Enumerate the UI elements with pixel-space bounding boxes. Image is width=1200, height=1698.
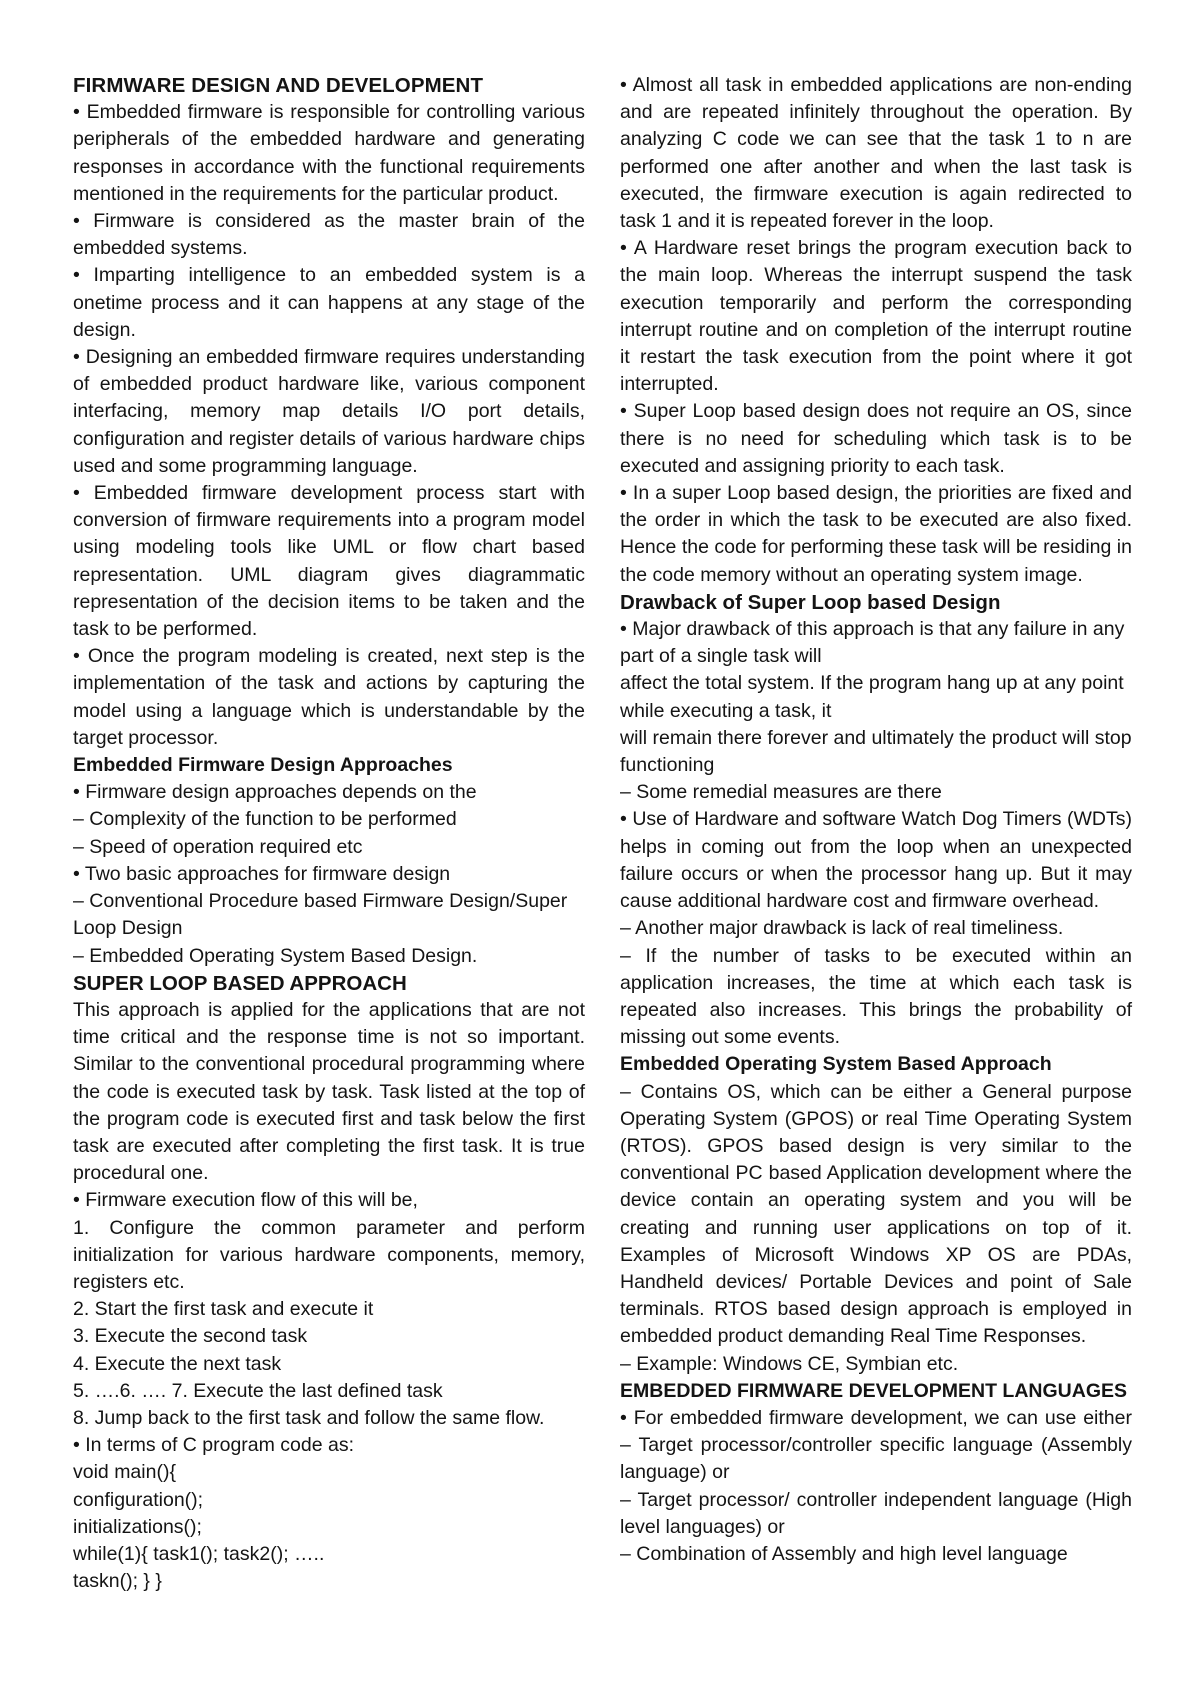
list-item: • Firmware design approaches depends on the (73, 781, 477, 804)
list-item: 1. Configure the common parameter and perform initialization for various hardware components, memory, registers etc. (73, 1216, 585, 1293)
list-item: 8. Jump back to the first task and follow the same flow. (73, 1406, 545, 1429)
paragraph: – Target processor/ controller independent language (High level languages) or (620, 1488, 1132, 1538)
paragraph: • Super Loop based design does not require an OS, since there is no need for scheduling which task is to be executed and assigning priority to each task. (620, 400, 1132, 477)
heading-drawback: Drawback of Super Loop based Design (620, 590, 1001, 614)
paragraph: – If the number of tasks to be executed within an application increases, the time at which each task is repeated also increases. This brings the probability of missing out some events. (620, 944, 1132, 1049)
right-column (620, 72, 1132, 1568)
paragraph: affect the total system. If the program hang up at any point while executing a task, it (620, 672, 1124, 722)
list-item: 3. Execute the second task (73, 1325, 308, 1348)
paragraph: • Firmware is considered as the master brain of the embedded systems. (73, 210, 585, 260)
code-line: void main(){ (73, 1461, 176, 1484)
code-line: configuration(); (73, 1488, 204, 1511)
list-item: • Two basic approaches for firmware design (73, 862, 451, 885)
list-item: • In terms of C program code as: (73, 1434, 355, 1457)
heading-firmware-design: FIRMWARE DESIGN AND DEVELOPMENT (73, 74, 484, 97)
code-line: initializations(); (73, 1515, 202, 1538)
list-item: – Complexity of the function to be performed (73, 808, 457, 831)
list-item: – Embedded Operating System Based Design. (73, 944, 478, 967)
list-item: – Conventional Procedure based Firmware Design/Super Loop Design (73, 890, 568, 940)
paragraph: • Almost all task in embedded applications are non-ending and are repeated infinitely throughout the operation. By analyzing C code we can see that the task 1 to n are performed one after another and when the last task is executed, the firmware execution is again redirected to task 1 and it is repeated forever in the loop. (620, 74, 1132, 233)
paragraph: • In a super Loop based design, the priorities are fixed and the order in which the task to be executed are also fixed. Hence the code for performing these task will be residing in the code memory without an operating system image. (620, 482, 1132, 586)
paragraph: – Contains OS, which can be either a General purpose Operating System (GPOS) or real Time Operating System (RTOS). GPOS based design is very similar to the conventional PC based Application development where the device contain an operating system and you will be creating and running user applications on top of it. Examples of Microsoft Windows XP OS are PDAs, Handheld devices/ Portable Devices and point of Sale terminals. RTOS based design approach is employed in embedded product demanding Real Time Responses. (620, 1080, 1132, 1348)
list-item: 5. ….6. …. 7. Execute the last defined task (73, 1379, 443, 1402)
paragraph: • Use of Hardware and software Watch Dog Timers (WDTs) helps in coming out from the loop when an unexpected failure occurs or when the processor hang up. But it may cause additional hardware cost and firmware overhead. (620, 808, 1132, 913)
paragraph: • For embedded firmware development, we can use either – Target processor/controller specific language (Assembly language) or (620, 1406, 1132, 1484)
heading-super-loop: SUPER LOOP BASED APPROACH (73, 971, 407, 995)
list-item: – Another major drawback is lack of real timeliness. (620, 917, 1064, 940)
list-item: – Example: Windows CE, Symbian etc. (620, 1352, 959, 1375)
paragraph: • Major drawback of this approach is that any failure in any part of a single task will (620, 618, 1125, 668)
paragraph: • Designing an embedded firmware requires understanding of embedded product hardware like, various component interfacing, memory map details I/O port details, configuration and register details of various hardware chips used and some programming language. (73, 346, 585, 477)
list-item: • Firmware execution flow of this will be, (73, 1189, 418, 1212)
heading-os-approach: Embedded Operating System Based Approach (620, 1053, 1052, 1076)
list-item: 4. Execute the next task (73, 1352, 282, 1375)
list-item: – Combination of Assembly and high level language (620, 1542, 1068, 1565)
paragraph: • Embedded firmware development process start with conversion of firmware requirements into a program model using modeling tools like UML or flow chart based representation. UML diagram gives diagrammatic representation of the decision items to be taken and the task to be performed. (73, 482, 585, 641)
paragraph: This approach is applied for the applications that are not time critical and the response time is not so important. Similar to the conventional procedural programming where the code is executed task by task. Task listed at the top of the program code is executed first and task below the first task are executed after completing the first task. It is true procedural one. (73, 998, 585, 1185)
heading-languages: EMBEDDED FIRMWARE DEVELOPMENT LANGUAGES (620, 1379, 1128, 1402)
paragraph: • Imparting intelligence to an embedded system is a onetime process and it can happens at any stage of the design. (73, 264, 585, 341)
code-line: taskn(); } } (73, 1570, 162, 1593)
code-line: while(1){ task1(); task2(); ….. (73, 1542, 325, 1565)
list-item: – Speed of operation required etc (73, 835, 363, 858)
paragraph: • Once the program modeling is created, next step is the implementation of the task and actions by capturing the model using a language which is understandable by the target processor. (73, 645, 585, 749)
paragraph: • A Hardware reset brings the program execution back to the main loop. Whereas the interrupt suspend the task execution temporarily and perform the corresponding interrupt routine and on completion of the interrupt routine it restart the task execution from the point where it got interrupted. (620, 237, 1132, 396)
list-item: – Some remedial measures are there (620, 781, 942, 804)
list-item: 2. Start the first task and execute it (73, 1298, 374, 1321)
heading-design-approaches: Embedded Firmware Design Approaches (73, 754, 453, 777)
paragraph: • Embedded firmware is responsible for controlling various peripherals of the embedded hardware and generating responses in accordance with the functional requirements mentioned in the requirements for the particular product. (73, 101, 585, 205)
paragraph: will remain there forever and ultimately the product will stop functioning (620, 726, 1132, 777)
left-column (73, 72, 585, 1595)
